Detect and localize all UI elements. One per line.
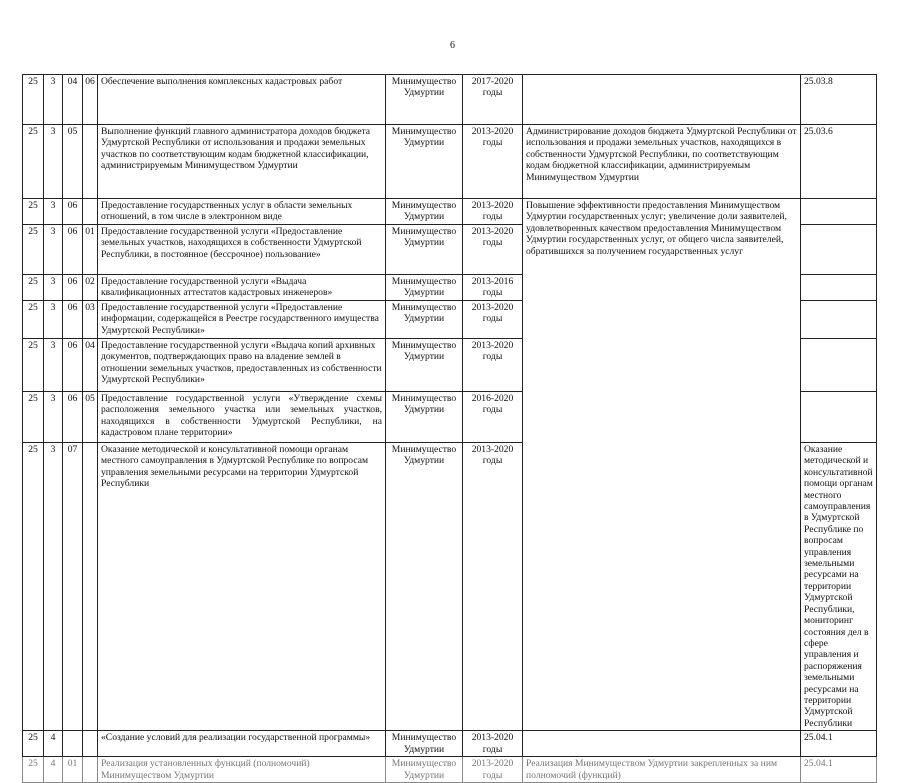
cell-result [523,731,801,757]
table-row [23,757,877,783]
cell-years: 2013-2020 годы [463,757,523,783]
cell-indicator [801,199,877,225]
cell-activity-name: Обеспечение выполнения комплексных кадастровых работ [98,75,386,125]
cell-sp: 3 [44,339,63,392]
table-row [23,75,877,125]
cell-m: 02 [83,275,98,301]
table-row [23,125,877,199]
cell-sp: 3 [44,75,63,125]
cell-years: 2013-2020 годы [463,339,523,392]
cell-years: 2016-2020 годы [463,392,523,443]
cell-gp: 25 [23,392,44,443]
cell-years: 2013-2020 годы [463,125,523,199]
cell-years: 2013-2020 годы [463,225,523,275]
cell-activity-name: Предоставление государственной услуги «Выдача квалификационных аттестатов кадастровых инженеров» [98,275,386,301]
cell-m: 04 [83,339,98,392]
cell-sp: 3 [44,275,63,301]
cell-indicator [801,339,877,392]
cell-gp: 25 [23,731,44,757]
cell-om: 06 [63,275,83,301]
cell-indicator [801,225,877,275]
cell-om: 07 [63,443,83,731]
cell-indicator: 25.03.8 [801,75,877,125]
cell-years: 2017-2020 годы [463,75,523,125]
cell-years: 2013-2020 годы [463,301,523,339]
cell-activity-name: «Создание условий для реализации государственной программы» [98,731,386,757]
cell-result: Реализация Минимуществом Удмуртии закрепленных за ним полномочий (функций) [523,757,801,783]
cell-m: 05 [83,392,98,443]
cell-gp: 25 [23,225,44,275]
cell-om [63,731,83,757]
cell-sp: 3 [44,301,63,339]
cell-executor: Минимущество Удмуртии [386,75,463,125]
cell-activity-name: Выполнение функций главного администратора доходов бюджета Удмуртской Республики от использования и продажи земельных участков по соответствующим кодам бюджетной классификации, администрируемым Минимуществом Удмуртии [98,125,386,199]
cell-om: 05 [63,125,83,199]
cell-sp: 3 [44,225,63,275]
cell-indicator [801,301,877,339]
cell-sp: 3 [44,392,63,443]
cell-result [523,75,801,125]
cell-indicator: 25.04.1 [801,731,877,757]
cell-m: 01 [83,225,98,275]
cell-gp: 25 [23,199,44,225]
cell-om: 06 [63,339,83,392]
cell-indicator [801,392,877,443]
cell-years: 2013-2016 годы [463,275,523,301]
cell-executor: Минимущество Удмуртии [386,275,463,301]
cell-activity-name: Предоставление государственной услуги «Предоставление информации, содержащейся в Реестре государственного имущества Удмуртской Республики» [98,301,386,339]
cell-m [83,443,98,731]
cell-om: 06 [63,392,83,443]
table-row [23,731,877,757]
cell-executor: Минимущество Удмуртии [386,125,463,199]
cell-result: Оказание методической и консультативной помощи органам местного самоуправления в Удмуртской Республике по вопросам управления земельными ресурсами на территории Удмуртской Республики, мониторинг состояния дел в сфере управления и распоряжения земельными ресурсами на территории Удмуртской Республики [801,443,877,731]
cell-gp: 25 [23,339,44,392]
cell-years: 2013-2020 годы [463,443,523,731]
cell-m [83,199,98,225]
cell-result: Повышение эффективности предоставления Минимуществом Удмуртии государственных услуг; увеличение доли заявителей, удовлетворенных качеством предоставления Минимуществом Удмуртии государственных услуг, от общего числа заявителей, обратившихся за получением государственных услуг [523,199,801,731]
cell-indicator [801,275,877,301]
cell-indicator: 25.03.6 [801,125,877,199]
cell-om: 01 [63,757,83,783]
cell-activity-name: Предоставление государственной услуги «Выдача копий архивных документов, подтверждающих право на владение землей в отношении земельных участков, предоставленных из собственности Удмуртской Республики» [98,339,386,392]
cell-activity-name: Предоставление государственных услуг в области земельных отношений, в том числе в электронном виде [98,199,386,225]
cell-om: 06 [63,199,83,225]
cell-years: 2013-2020 годы [463,199,523,225]
cell-m [83,731,98,757]
cell-result: Администрирование доходов бюджета Удмуртской Республики от использования и продажи земельных участков, находящихся в собственности Удмуртской Республики, по соответствующим кодам бюджетной классификации, администрируемым Минимуществом Удмуртии [523,125,801,199]
program-activities-table [22,74,877,783]
cell-activity-name: Реализация установленных функций (полномочий) Минимуществом Удмуртии [98,757,386,783]
cell-m: 03 [83,301,98,339]
cell-m [83,125,98,199]
cell-executor: Минимущество Удмуртии [386,225,463,275]
cell-activity-name: Предоставление государственной услуги «Предоставление земельных участков, находящихся в собственности Удмуртской Республики, в постоянное (бессрочное) пользование» [98,225,386,275]
cell-gp: 25 [23,125,44,199]
cell-sp: 4 [44,757,63,783]
cell-indicator: 25.04.1 [801,757,877,783]
cell-activity-name: Предоставление государственной услуги «Утверждение схемы расположения земельного участка или земельных участков, находящихся в собственности Удмуртской Республики, на кадастровом плане территории» [98,392,386,443]
cell-gp: 25 [23,757,44,783]
cell-gp: 25 [23,301,44,339]
cell-executor: Минимущество Удмуртии [386,301,463,339]
cell-years: 2013-2020 годы [463,731,523,757]
cell-executor: Минимущество Удмуртии [386,731,463,757]
cell-executor: Минимущество Удмуртии [386,199,463,225]
cell-gp: 25 [23,443,44,731]
cell-gp: 25 [23,275,44,301]
cell-sp: 3 [44,199,63,225]
cell-sp: 3 [44,125,63,199]
cell-activity-name: Оказание методической и консультативной помощи органам местного самоуправления в Удмуртской Республике по вопросам управления земельными ресурсами на территории Удмуртской Республики [98,443,386,731]
cell-om: 04 [63,75,83,125]
cell-executor: Минимущество Удмуртии [386,392,463,443]
cell-sp: 4 [44,731,63,757]
page-number: 6 [450,40,455,51]
table-row [23,199,877,225]
cell-sp: 3 [44,443,63,731]
cell-om: 06 [63,225,83,275]
cell-om: 06 [63,301,83,339]
cell-m: 06 [83,75,98,125]
cell-executor: Минимущество Удмуртии [386,443,463,731]
cell-executor: Минимущество Удмуртии [386,339,463,392]
cell-gp: 25 [23,75,44,125]
cell-m [83,757,98,783]
cell-executor: Минимущество Удмуртии [386,757,463,783]
